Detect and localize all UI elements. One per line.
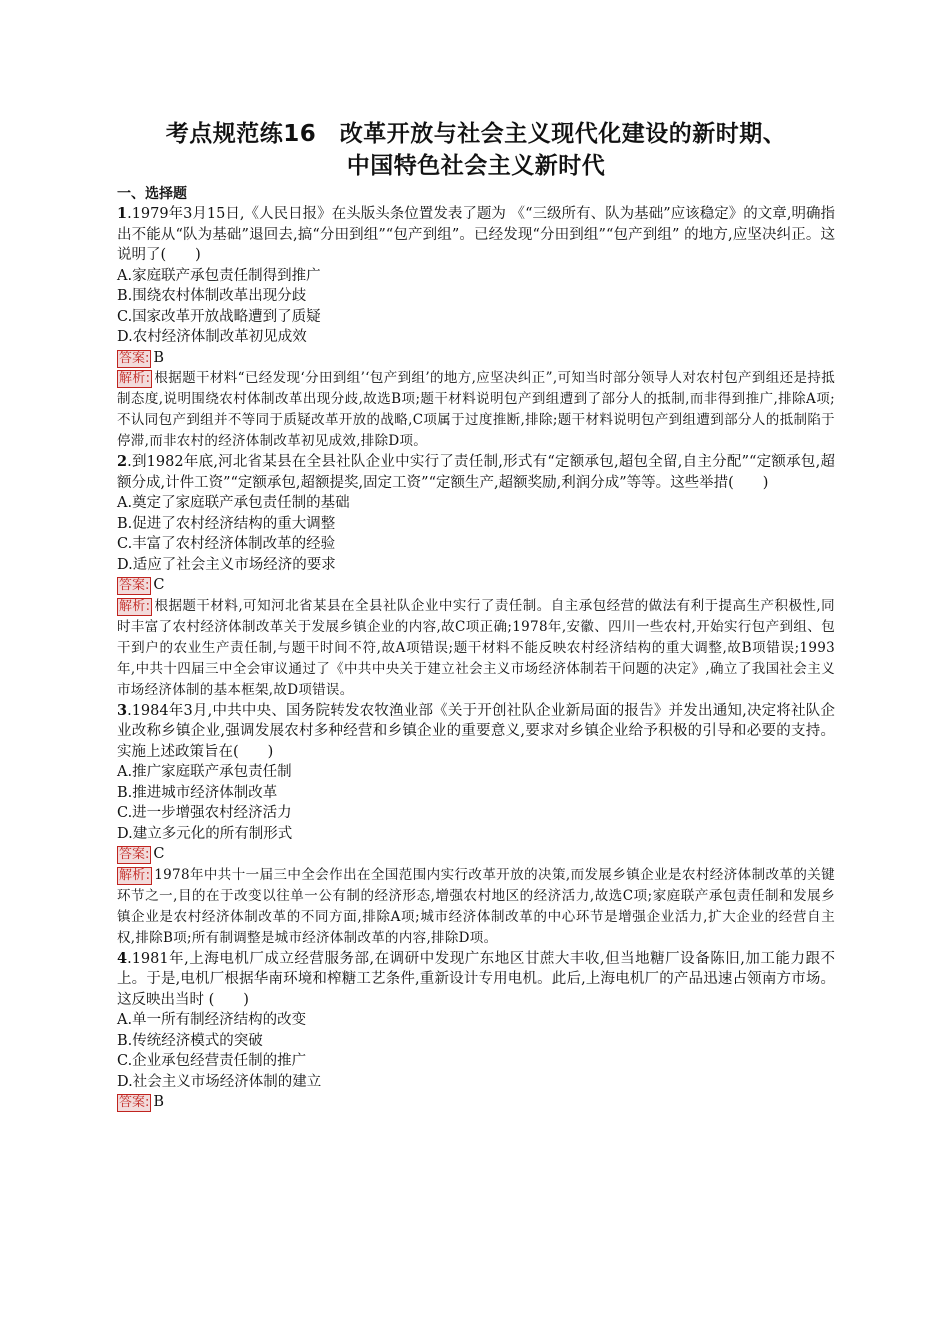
- answer-value: B: [153, 1094, 165, 1110]
- option-b: B.传统经济模式的突破: [117, 1032, 263, 1049]
- question-number: 3: [117, 701, 128, 719]
- analysis-line: [117, 596, 835, 701]
- option-b: B.推进城市经济体制改革: [117, 784, 278, 801]
- option-b: B.促进了农村经济结构的重大调整: [117, 515, 336, 532]
- option-c: C.国家改革开放战略遭到了质疑: [117, 308, 321, 325]
- question-block: [117, 452, 835, 701]
- analysis-tag: 解析:: [119, 598, 151, 614]
- question-stem: [117, 452, 835, 493]
- analysis-tag: 解析:: [119, 867, 151, 883]
- answer-line: [117, 844, 835, 865]
- title-line-1: 考点规范练16 改革开放与社会主义现代化建设的新时期、: [165, 121, 787, 147]
- answer-value: B: [153, 349, 165, 366]
- question-number: 1: [117, 205, 128, 222]
- question-block: [117, 204, 835, 452]
- question-text: .到1982年底,河北省某县在全县社队企业中实行了责任制,形式有“定额承包,超包全留,自主分配”“定额承包,超额分成,计件工资”“定额承包,超额提奖,固定工资”“定额生产,超额奖励,利润分成”等等。这些举措( ): [117, 454, 835, 491]
- question-stem: [117, 949, 835, 1011]
- question-block: [117, 701, 835, 949]
- analysis-line: [117, 368, 835, 452]
- analysis-text: 根据题干材料,可知河北省某县在全县社队企业中实行了责任制。自主承包经营的做法有利于提高生产积极性,同时丰富了农村经济体制改革关于发展乡镇企业的内容,故C项正确;1978年,安徽、四川一些农村,开始实行包产到组、包干到户的农业生产责任制,与题干时间不符,故A项错误;题干材料不能反映农村经济结构的重大调整,故B项错误;1993年,中共十四届三中全会审议通过了《中共中央关于建立社会主义市场经济体制若干问题的决定》,确立了我国社会主义市场经济体制的基本框架,故D项错误。: [117, 597, 835, 698]
- analysis-tag: 解析:: [119, 371, 151, 386]
- answer-value: C: [153, 577, 165, 593]
- question-number: 2: [117, 453, 128, 470]
- option-c: C.进一步增强农村经济活力: [117, 805, 292, 821]
- question-number: 4: [117, 949, 128, 967]
- option-d: D.建立多元化的所有制形式: [117, 825, 293, 842]
- answer-line: [117, 1092, 835, 1113]
- answer-tag: 答案:: [119, 847, 150, 862]
- option-a: A.家庭联产承包责任制得到推广: [117, 267, 321, 284]
- option-a: A.推广家庭联产承包责任制: [117, 764, 292, 780]
- answer-tag: 答案:: [119, 1095, 150, 1110]
- answer-tag: 答案:: [119, 350, 150, 366]
- title-line-2: 中国特色社会主义新时代: [346, 153, 606, 179]
- question-text: .1984年3月,中共中央、国务院转发农牧渔业部《关于开创社队企业新局面的报告》并发出通知,决定将社队企业改称乡镇企业,强调发展农村多种经营和乡镇企业的重要意义,要求对乡镇企业给予积极的引导和必要的支持。实施上述政策旨在( ): [117, 702, 835, 760]
- question-stem: [117, 204, 835, 266]
- question-block: [117, 949, 835, 1113]
- analysis-line: [117, 865, 835, 949]
- document-title: [117, 118, 835, 182]
- question-text: .1979年3月15日,《人民日报》在头版头条位置发表了题为 《“三级所有、队为基础”应该稳定》的文章,明确指出不能从“队为基础”退回去,搞“分田到组”“包产到组”。已经发现“分田到组”“包产到组” 的地方,应坚决纠正。这说明了( ): [117, 206, 835, 263]
- question-stem: [117, 701, 835, 763]
- question-text: .1981年,上海电机厂成立经营服务部,在调研中发现广东地区甘蔗大丰收,但当地糖厂设备陈旧,加工能力跟不上。于是,电机厂根据华南环境和榨糖工艺条件,重新设计专用电机。此后,上海电机厂的产品迅速占领南方市场。这反映出当时 ( ): [117, 950, 835, 1008]
- analysis-text: 1978年中共十一届三中全会作出在全国范围内实行改革开放的决策,而发展乡镇企业是农村经济体制改革的关键环节之一,目的在于改变以往单一公有制的经济形态,增强农村地区的经济活力,故选C项;家庭联产承包责任制和发展乡镇企业是农村经济体制改革的不同方面,排除A项;城市经济体制改革的中心环节是增强企业活力,扩大企业的经营自主权,排除B项;所有制调整是城市经济体制改革的内容,排除D项。: [117, 866, 835, 946]
- option-d: D.适应了社会主义市场经济的要求: [117, 556, 336, 573]
- option-a: A.单一所有制经济结构的改变: [117, 1012, 307, 1028]
- option-a: A.奠定了家庭联产承包责任制的基础: [117, 495, 350, 511]
- option-c: C.企业承包经营责任制的推广: [117, 1053, 307, 1069]
- answer-tag: 答案:: [119, 578, 150, 593]
- option-d: D.社会主义市场经济体制的建立: [117, 1073, 322, 1090]
- option-c: C.丰富了农村经济体制改革的经验: [117, 536, 336, 552]
- document-page: [117, 118, 835, 1113]
- answer-line: [117, 348, 835, 369]
- analysis-text: 根据题干材料“已经发现‘分田到组’‘包产到组’的地方,应坚决纠正”,可知当时部分领导人对农村包产到组还是持抵制态度,说明围绕农村体制改革出现分歧,故选B项;题干材料说明包产到组遭到了部分人的抵制,而非得到推广,排除A项;不认同包产到组并不等同于质疑改革开放的战略,C项属于过度推断,排除;题干材料说明包产到组遭到部分人的抵制陷于停滞,而非农村的经济体制改革初见成效,排除D项。: [117, 370, 835, 449]
- option-b: B.围绕农村体制改革出现分歧: [117, 288, 307, 304]
- option-d: D.农村经济体制改革初见成效: [117, 329, 307, 345]
- answer-line: [117, 575, 835, 596]
- section-heading: 一、选择题: [117, 186, 187, 202]
- answer-value: C: [153, 846, 165, 862]
